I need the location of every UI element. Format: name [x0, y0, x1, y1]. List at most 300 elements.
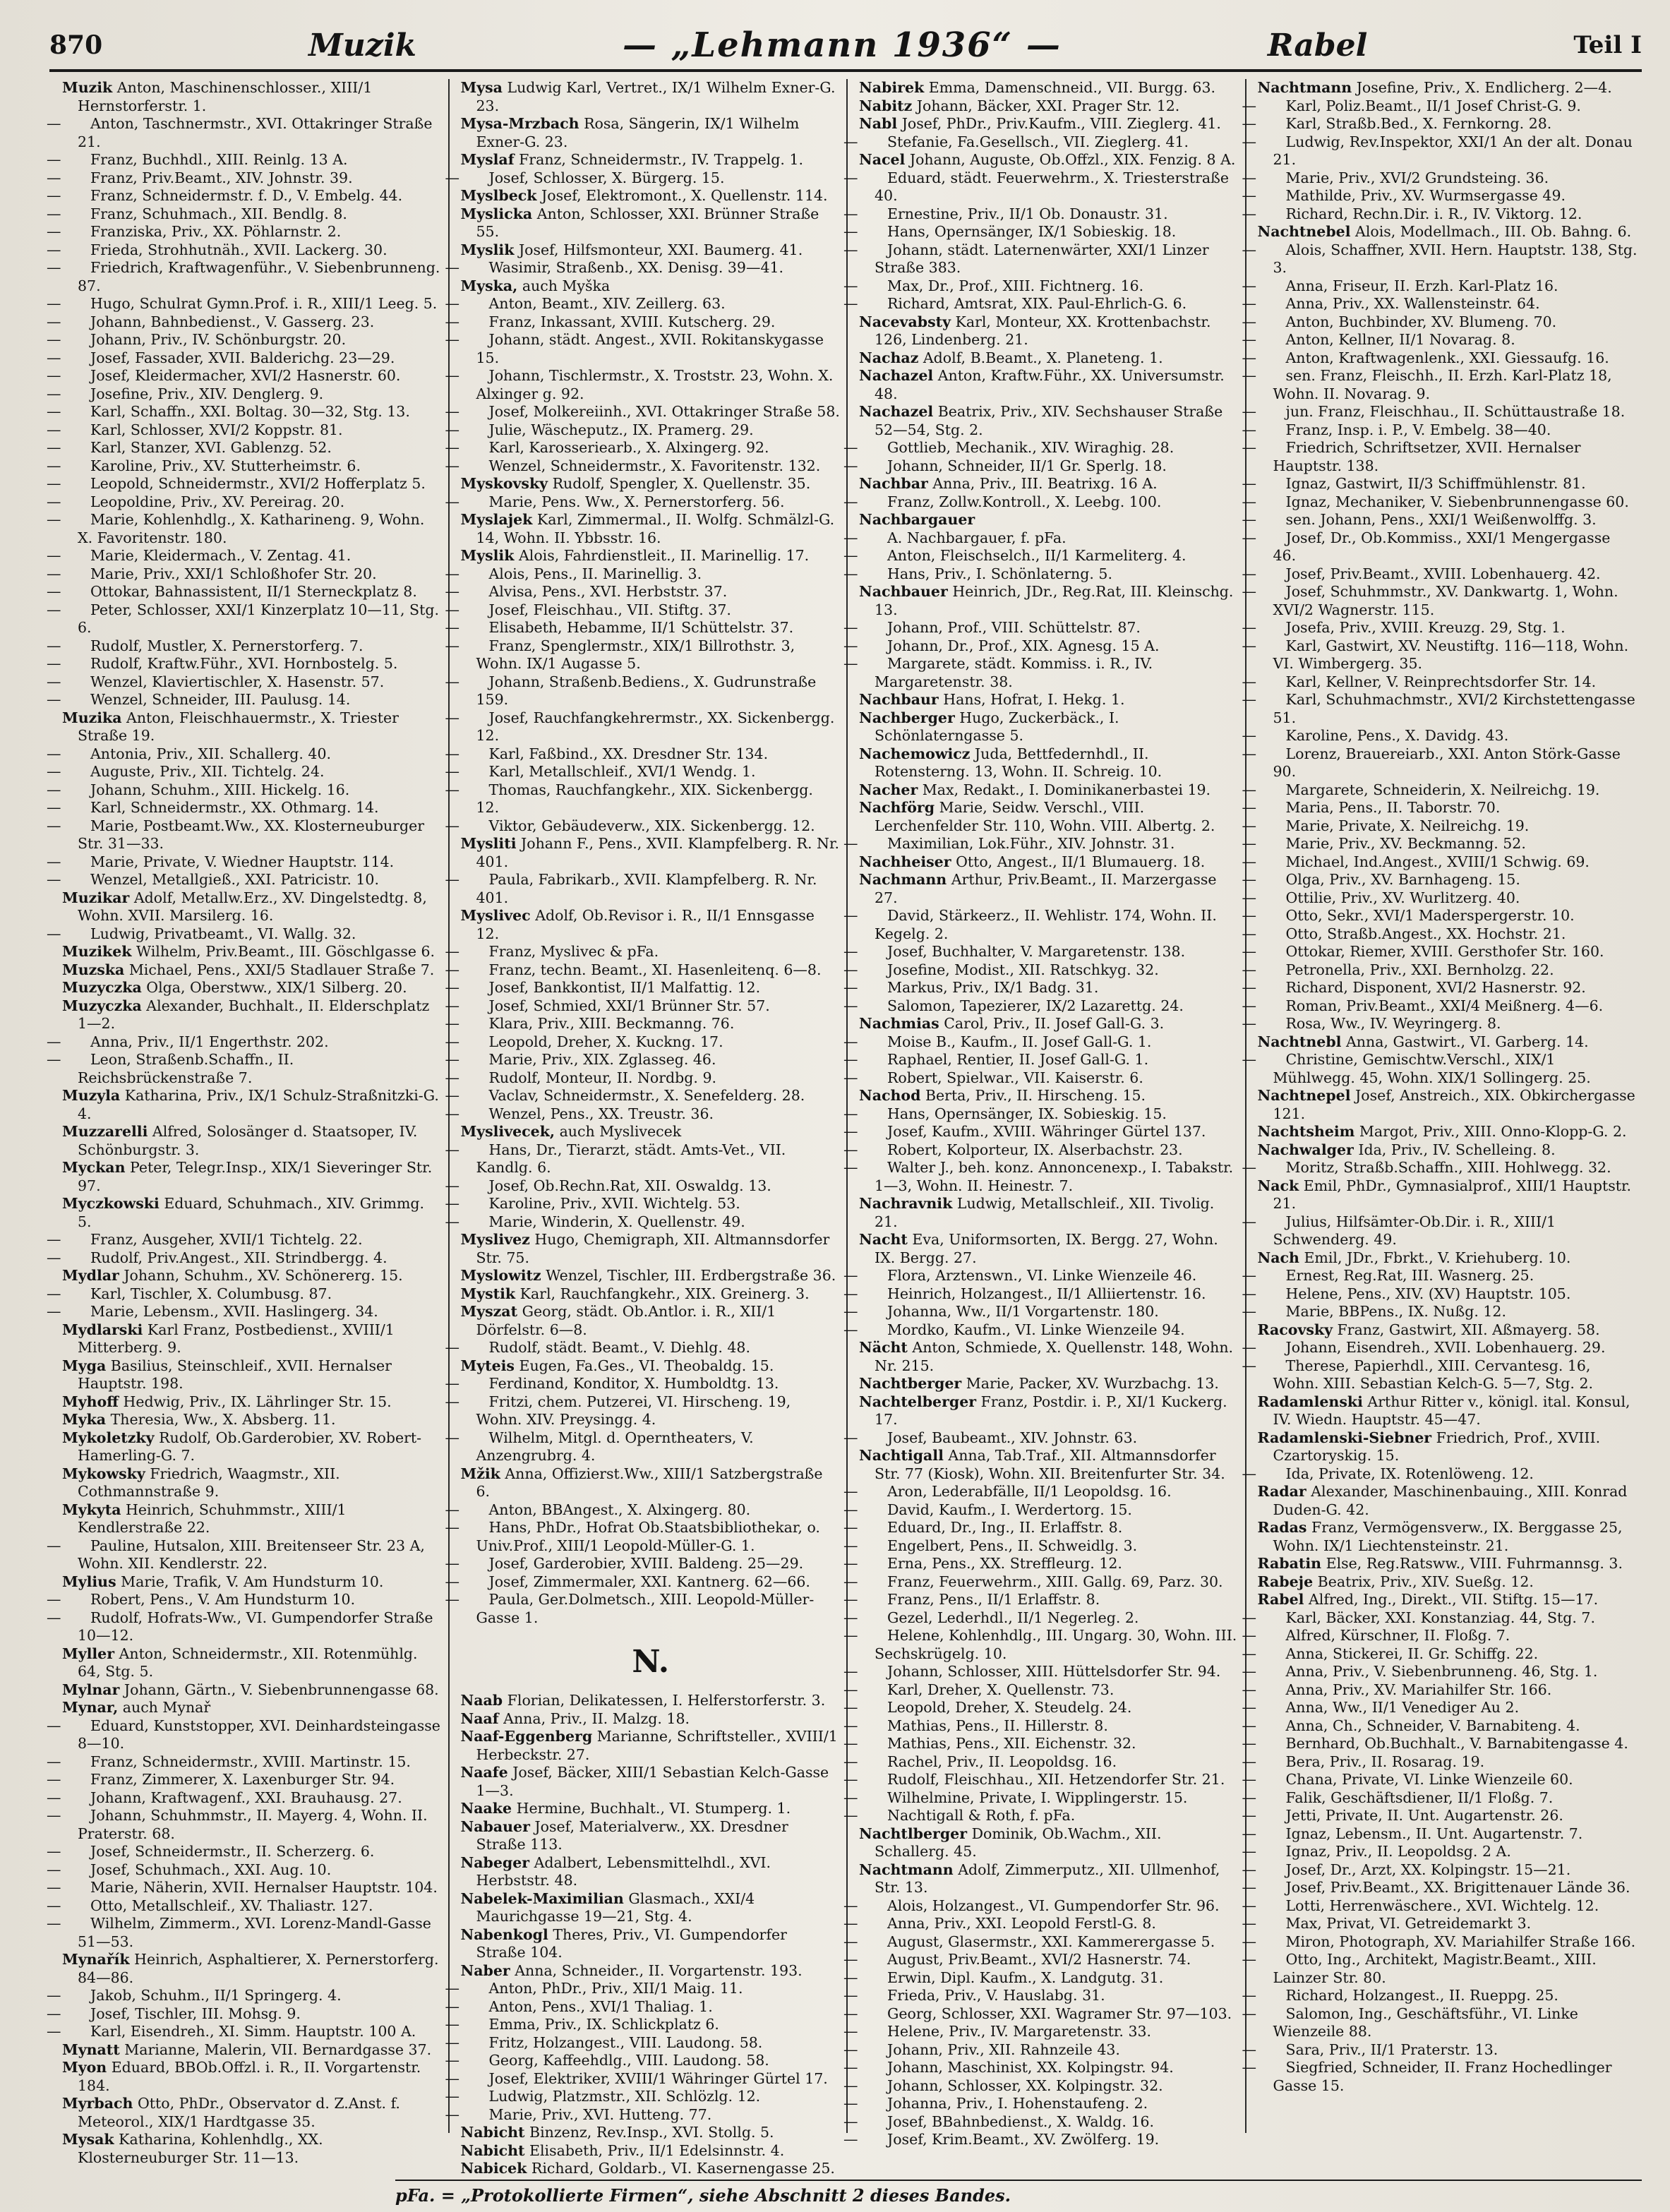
directory-entry [1258, 1123, 1638, 1141]
directory-entry [1242, 1213, 1638, 1249]
directory-entry [445, 367, 841, 403]
entry-details: Josef, Schmied, XXI/1 Brünner Str. 57. [488, 997, 770, 1014]
entry-details: Viktor, Gebäudeverw., XIX. Sickenbergg. 12. [488, 817, 815, 834]
directory-entry [1258, 1087, 1638, 1123]
entry-surname: Muzyczka [62, 997, 142, 1014]
directory-entry [461, 1800, 841, 1818]
entry-surname: Nachheiser [859, 853, 951, 870]
continuation-dash: — [445, 169, 459, 186]
directory-entry [1242, 277, 1638, 296]
directory-entry [461, 1818, 841, 1854]
entry-details: Marianne, Schriftsteller., XVIII/1 Herbeckstr. 27. [476, 1728, 838, 1763]
directory-entry [859, 1015, 1239, 1033]
directory-entry [1242, 889, 1638, 908]
directory-entry [843, 223, 1239, 241]
continuation-dash: — [445, 1213, 459, 1230]
entry-details: Hans, Hofrat, I. Hekg. 1. [943, 691, 1125, 708]
continuation-dash: — [843, 2112, 858, 2130]
directory-entry [859, 403, 1239, 439]
directory-entry [47, 403, 443, 421]
entry-details: Franz, Vermögensverw., IX. Berggasse 25, Wohn. IX/1 Liechtensteinstr. 21. [1273, 1519, 1623, 1554]
continuation-dash: — [445, 2088, 459, 2105]
directory-entry [1242, 439, 1638, 475]
directory-entry [1258, 1249, 1638, 1268]
directory-entry [843, 1159, 1239, 1195]
entry-details: Marie, Lebensm., XVII. Haslingerg. 34. [90, 1303, 378, 1320]
directory-entry [1242, 961, 1638, 980]
entry-details: Anton, Fleischselch., II/1 Karmeliterg. 4. [887, 547, 1187, 564]
entry-details: Rudolf, Monteur, II. Nordbg. 9. [488, 1069, 717, 1086]
directory-entry [62, 2095, 443, 2131]
entry-details: Ida, Priv., IV. Schelleing. 8. [1358, 1141, 1556, 1158]
entry-details: Anton, Schmiede, X. Quellenstr. 148, Wohn. Nr. 215. [875, 1339, 1234, 1374]
continuation-dash: — [843, 979, 858, 996]
continuation-dash: — [47, 115, 61, 132]
entry-details: Marie, Näherin, XVII. Hernalser Hauptstr. 104. [90, 1879, 438, 1896]
entry-details: Rudolf, Spengler, X. Quellenstr. 35. [552, 475, 811, 492]
continuation-dash: — [843, 1483, 858, 1500]
directory-entry [47, 331, 443, 349]
entry-details: Alois, Schaffner, XVII. Hern. Hauptstr. 138, Stg. 3. [1273, 241, 1638, 276]
entry-details: Rudolf, Mustler, X. Pernerstorferg. 7. [90, 637, 364, 654]
continuation-dash: — [445, 817, 459, 834]
continuation-dash: — [843, 2004, 858, 2022]
directory-entry [1242, 1915, 1638, 1933]
entry-details: Leopold, Schneidermstr., XVI/2 Hofferplatz 5. [90, 475, 426, 492]
directory-entry [461, 547, 841, 565]
entry-details: Carol, Priv., II. Josef Gall-G. 3. [944, 1015, 1165, 1032]
entry-details: Anna, Priv., II. Malzg. 18. [503, 1709, 690, 1727]
continuation-dash: — [843, 1141, 858, 1158]
entry-details: Otto, Sekr., XVI/1 Maderspergerstr. 10. [1285, 907, 1575, 924]
entry-details: Marie, Priv., XXI/1 Schloßhofer Str. 20. [90, 565, 377, 582]
directory-entry [1242, 817, 1638, 836]
entry-details: Eva, Uniformsorten, IX. Bergg. 27, Wohn. IX. Bergg. 27. [875, 1231, 1218, 1266]
entry-details: Helene, Kohlenhdlg., III. Ungarg. 30, Wohn. III. Sechskrügelg. 10. [875, 1627, 1237, 1662]
entry-details: Jetti, Private, II. Unt. Augartenstr. 26. [1285, 1807, 1563, 1824]
entry-details: Anna, Priv., II/1 Engerthstr. 202. [90, 1033, 329, 1050]
entry-details: Frieda, Strohhutnäh., XVII. Lackerg. 30. [90, 241, 388, 258]
entry-details: auch Myslivecek [559, 1123, 682, 1140]
directory-entry [859, 871, 1239, 907]
directory-entry [843, 1033, 1239, 1052]
entry-details: Josefine, Priv., XIV. Denglerg. 9. [90, 385, 324, 402]
continuation-dash: — [843, 655, 858, 672]
continuation-dash: — [843, 2095, 858, 2112]
continuation-dash: — [47, 1771, 61, 1788]
entry-surname: Rabeje [1257, 1573, 1314, 1590]
entry-surname: Nabelek-Maximilian [460, 1889, 624, 1907]
directory-entry [445, 1573, 841, 1592]
entry-details: Leopold, Dreher, X. Kuckng. 17. [488, 1033, 723, 1050]
entry-details: Anna, Priv., XXI. Leopold Ferstl-G. 8. [887, 1915, 1156, 1932]
entry-details: Helene, Pens., XIV. (XV) Hauptstr. 105. [1285, 1285, 1571, 1302]
continuation-dash: — [1242, 241, 1256, 258]
continuation-dash: — [1242, 997, 1256, 1014]
entry-surname: Myslivec [460, 907, 531, 924]
directory-entry [1242, 1159, 1638, 1177]
directory-entry [461, 1854, 841, 1890]
entry-surname: Nachtelberger [859, 1393, 977, 1410]
entry-details: Josef, Ob.Rechn.Rat, XII. Oswaldg. 13. [488, 1177, 771, 1194]
directory-entry [62, 1501, 443, 1537]
continuation-dash: — [47, 349, 61, 366]
continuation-dash: — [843, 619, 858, 636]
directory-entry [445, 1393, 841, 1429]
directory-entry [1258, 79, 1638, 97]
directory-entry [461, 1267, 841, 1285]
directory-entry [47, 1303, 443, 1321]
entry-surname: Myslajek [460, 511, 533, 528]
entry-details: Maximilian, Lok.Führ., XIV. Johnstr. 31. [887, 835, 1175, 852]
entry-details: Otto, Angest., II/1 Blumauerg. 18. [956, 853, 1206, 870]
directory-entry [1242, 1339, 1638, 1357]
directory-entry [62, 979, 443, 997]
continuation-dash: — [445, 295, 459, 312]
directory-entry [1242, 169, 1638, 188]
entry-details: Christine, Gemischtw.Verschl., XIX/1 Mühlwegg. 45, Wohn. XIX/1 Sollingerg. 25. [1273, 1051, 1591, 1086]
entry-details: Franz, Myslivec & pFa. [488, 943, 659, 960]
entry-surname: Nachazel [859, 367, 934, 384]
entry-details: Julius, Hilfsämter-Ob.Dir. i. R., XIII/1 Schwenderg. 49. [1273, 1213, 1556, 1248]
entry-surname: Nachbar [859, 475, 928, 492]
directory-entry [1242, 475, 1638, 493]
directory-entry [461, 277, 841, 296]
entry-details: Johann, Schneider, II/1 Gr. Sperlg. 18. [887, 457, 1167, 474]
continuation-dash: — [843, 223, 858, 240]
entry-details: Anna, Tab.Traf., XII. Altmannsdorfer Str. 77 (Kiosk), Wohn. XII. Breitenfurter Str. 34. [875, 1447, 1225, 1482]
directory-entry [1242, 403, 1638, 421]
entry-details: Josefine, Priv., X. Endlicherg. 2—4. [1356, 79, 1612, 96]
directory-entry [843, 1735, 1239, 1753]
directory-entry [859, 1375, 1239, 1393]
directory-entry [445, 1105, 841, 1124]
directory-entry [843, 1681, 1239, 1700]
entry-details: Johann, städt. Laternenwärter, XXI/1 Linzer Straße 383. [875, 241, 1209, 276]
entry-surname: Myslik [460, 241, 515, 258]
entry-details: Karl, Straßb.Bed., X. Fernkorng. 28. [1285, 115, 1552, 132]
continuation-dash: — [1242, 1015, 1256, 1032]
entry-details: Stefanie, Fa.Gesellsch., VII. Zieglerg. 41. [887, 133, 1189, 150]
entry-details: Josef, Buchhalter, V. Margaretenstr. 138. [887, 943, 1186, 960]
entry-details: Marie, Private, X. Neilreichg. 19. [1285, 817, 1530, 834]
continuation-dash: — [843, 1681, 858, 1698]
entry-details: Wenzel, Pens., XX. Treustr. 36. [488, 1105, 714, 1122]
entry-details: Hedwig, Priv., IX. Lährlinger Str. 15. [123, 1393, 392, 1410]
entry-details: Josef, Anstreich., XIX. Obkirchergasse 121. [1273, 1087, 1635, 1122]
continuation-dash: — [47, 421, 61, 438]
continuation-dash: — [1242, 1285, 1256, 1302]
directory-entry [445, 817, 841, 836]
entry-details: Adalbert, Lebensmittelhdl., XVI. Herbststr. 48. [476, 1853, 771, 1889]
entry-details: Fritz, Holzangest., VIII. Laudong. 58. [488, 2033, 763, 2051]
entry-details: Karl Franz, Postbedienst., XVIII/1 Mitterberg. 9. [78, 1321, 395, 1356]
entry-details: Katharina, Kohlenhdlg., XX. Klosterneuburger Str. 11—13. [78, 2131, 323, 2166]
continuation-dash: — [1242, 1933, 1256, 1950]
entry-details: Marie, Pens. Ww., X. Pernerstorferg. 56. [488, 493, 785, 510]
entry-details: Hans, Opernsänger, IX/1 Sobieskig. 18. [887, 223, 1177, 240]
directory-entry [47, 1033, 443, 1052]
continuation-dash: — [445, 583, 459, 600]
continuation-dash: — [1242, 2040, 1256, 2058]
entry-details: Josef, Schneidermstr., II. Scherzerg. 6. [90, 1843, 375, 1860]
directory-entry [843, 2076, 1239, 2096]
continuation-dash: — [1242, 421, 1256, 438]
directory-entry [843, 1483, 1239, 1501]
continuation-dash: — [1242, 277, 1256, 294]
directory-entry [859, 583, 1239, 619]
entry-details: Josef, Priv.Beamt., XX. Brigittenauer Lände 36. [1285, 1879, 1630, 1896]
entry-details: Anton, BBAngest., X. Alxingerg. 80. [488, 1501, 751, 1518]
entry-details: Salomon, Tapezierer, IX/2 Lazarettg. 24. [887, 997, 1184, 1014]
columns-container [47, 79, 1643, 2177]
entry-details: Hans, Opernsänger, IX. Sobieskig. 15. [887, 1105, 1167, 1122]
entry-details: Rudolf, Hofrats-Ww., VI. Gumpendorfer Straße 10—12. [78, 1609, 433, 1644]
directory-entry [1242, 1681, 1638, 1700]
entry-details: Karl, Poliz.Beamt., II/1 Josef Christ-G. 9. [1285, 97, 1581, 114]
entry-surname: Rabel [1257, 1591, 1304, 1608]
directory-entry [445, 439, 841, 457]
directory-entry [47, 1591, 443, 1609]
directory-entry [461, 1303, 841, 1339]
directory-entry [1258, 1591, 1638, 1609]
entry-details: Wasimir, Straßenb., XX. Denisg. 39—41. [488, 259, 784, 276]
continuation-dash: — [843, 457, 858, 474]
continuation-dash: — [843, 1897, 858, 1914]
entry-details: Ottokar, Bahnassistent, II/1 Sterneckplatz 8. [90, 583, 417, 600]
entry-details: Anton, Beamt., XIV. Zeillerg. 63. [488, 295, 726, 312]
continuation-dash: — [445, 1015, 459, 1032]
entry-surname: Myslik [460, 547, 515, 564]
entry-details: Marie, Kleidermach., V. Zentag. 41. [90, 547, 352, 564]
directory-entry [47, 799, 443, 817]
directory-entry [1258, 1321, 1638, 1340]
entry-surname: Radamlenski [1257, 1393, 1363, 1410]
directory-entry [461, 1692, 841, 1710]
continuation-dash: — [445, 1033, 459, 1050]
entry-details: Sara, Priv., II/1 Praterstr. 13. [1285, 2040, 1498, 2058]
continuation-dash: — [445, 2016, 459, 2033]
directory-entry [1242, 1645, 1638, 1664]
entry-details: Anton, Kraftw.Führ., XX. Universumstr. 48. [875, 367, 1225, 402]
continuation-dash: — [445, 2105, 459, 2123]
directory-entry [843, 1303, 1239, 1321]
directory-entry [461, 1123, 841, 1141]
directory-entry [62, 1393, 443, 1412]
entry-details: Alexander, Buchhalt., II. Elderschplatz 1—2. [78, 997, 430, 1032]
continuation-dash: — [843, 1789, 858, 1806]
column-2 [445, 79, 848, 2177]
directory-entry [859, 313, 1239, 349]
directory-entry [461, 1962, 841, 1980]
entry-details: Karl, Monteur, XX. Krottenbachstr. 126, Lindenberg. 21. [875, 313, 1211, 348]
continuation-dash: — [445, 997, 459, 1014]
entry-details: Karl, Tischler, X. Columbusg. 87. [90, 1285, 332, 1302]
continuation-dash: — [1242, 331, 1256, 348]
directory-entry [1242, 727, 1638, 745]
directory-entry [1242, 1789, 1638, 1808]
continuation-dash: — [843, 1609, 858, 1626]
directory-entry [461, 2142, 841, 2160]
directory-entry [62, 1195, 443, 1231]
continuation-dash: — [1242, 1303, 1256, 1320]
continuation-dash: — [1242, 619, 1256, 636]
entry-details: Emil, JDr., Fbrkt., V. Kriehuberg. 10. [1304, 1249, 1571, 1266]
continuation-dash: — [843, 1663, 858, 1680]
continuation-dash: — [47, 1843, 61, 1860]
entry-details: Karl, Schuhmachmstr., XVI/2 Kirchstettengasse 51. [1273, 691, 1635, 726]
directory-entry [62, 1411, 443, 1429]
continuation-dash: — [843, 565, 858, 582]
directory-entry [843, 979, 1239, 997]
entry-details: Ludwig, Platzmstr., XII. Schlözlg. 12. [488, 2088, 761, 2105]
entry-surname: Myslivez [460, 1231, 530, 1248]
directory-entry [445, 745, 841, 764]
entry-details: Alois, Modellmach., III. Ob. Bahng. 6. [1355, 223, 1632, 240]
entry-details: Marie, Private, V. Wiedner Hauptstr. 114. [90, 853, 395, 870]
directory-entry [445, 997, 841, 1016]
continuation-dash: — [843, 529, 858, 546]
entry-details: Karl, Eisendreh., XI. Simm. Hauptstr. 100 A. [90, 2023, 416, 2040]
directory-entry [445, 601, 841, 620]
entry-details: Richard, Amtsrat, XIX. Paul-Ehrlich-G. 6. [887, 295, 1187, 312]
entry-surname: Nachtlberger [859, 1825, 968, 1842]
directory-entry [47, 367, 443, 385]
entry-details: Eduard, Dr., Ing., II. Erlaffstr. 8. [887, 1519, 1123, 1536]
directory-entry [859, 97, 1239, 116]
continuation-dash: — [445, 2033, 459, 2051]
entry-surname: Mykyta [62, 1501, 121, 1518]
entry-surname: Nacevabsty [859, 313, 951, 330]
directory-entry [47, 223, 443, 241]
entry-details: Josef, Priv.Beamt., XVIII. Lobenhauerg. 42. [1285, 565, 1601, 582]
entry-details: Josefa, Priv., XVIII. Kreuzg. 29, Stg. 1. [1285, 619, 1566, 636]
continuation-dash: — [47, 457, 61, 474]
continuation-dash: — [1242, 673, 1256, 690]
continuation-dash: — [1242, 1717, 1256, 1734]
entry-surname: Muzyczka [62, 979, 142, 996]
directory-entry [445, 1980, 841, 1998]
directory-entry [47, 295, 443, 313]
entry-details: Adolf, Ob.Revisor i. R., II/1 Ennsgasse 12. [476, 907, 815, 942]
entry-details: Anna, Schneider., II. Vorgartenstr. 193. [515, 1961, 803, 1979]
continuation-dash: — [843, 1069, 858, 1086]
continuation-dash: — [445, 745, 459, 762]
continuation-dash: — [445, 367, 459, 384]
directory-entry [445, 763, 841, 781]
directory-entry [62, 1357, 443, 1393]
directory-entry [1242, 2040, 1638, 2060]
entry-details: Anton, Taschnermstr., XVI. Ottakringer Straße 21. [78, 115, 433, 150]
entry-surname: Nachtmann [1257, 79, 1352, 96]
entry-details: Josef, Tischler, III. Mohsg. 9. [90, 2004, 301, 2022]
entry-details: Paula, Ger.Dolmetsch., XIII. Leopold-Müller-Gasse 1. [476, 1591, 815, 1626]
entry-details: Anna, Gastwirt., VI. Garberg. 14. [1345, 1033, 1589, 1050]
directory-entry [47, 601, 443, 637]
directory-entry [47, 691, 443, 709]
directory-entry [1242, 1699, 1638, 1717]
entry-details: Ida, Private, IX. Rotenlöweng. 12. [1285, 1465, 1534, 1482]
directory-entry [47, 349, 443, 368]
continuation-dash: — [1242, 889, 1256, 906]
entry-details: Josef, Schlosser, X. Bürgerg. 15. [488, 169, 725, 186]
entry-details: Rudolf, Priv.Angest., XII. Strindbergg. 4. [90, 1249, 388, 1266]
continuation-dash: — [47, 331, 61, 348]
directory-entry [445, 673, 841, 709]
entry-details: Max, Dr., Prof., XIII. Fichtnerg. 16. [887, 277, 1144, 294]
directory-entry [1242, 97, 1638, 116]
entry-details: Robert, Kolporteur, IX. Alserbachstr. 23. [887, 1141, 1183, 1158]
entry-surname: Nacel [859, 151, 906, 168]
directory-entry [1242, 745, 1638, 781]
directory-entry [445, 2105, 841, 2124]
directory-entry [1242, 205, 1638, 224]
directory-entry [47, 1249, 443, 1268]
directory-entry [62, 2131, 443, 2167]
directory-entry [843, 2004, 1239, 2024]
entry-details: Alexander, Maschinenbauing., XIII. Konrad Duden-G. 42. [1273, 1483, 1628, 1518]
entry-details: Otto, Metallschleif., XV. Thaliastr. 127. [90, 1897, 373, 1914]
directory-entry [843, 2023, 1239, 2041]
entry-details: Josef, Elektromont., X. Quellenstr. 114. [541, 187, 828, 204]
entry-surname: Myrbach [62, 2095, 133, 2112]
entry-surname: Nachtberger [859, 1375, 962, 1392]
entry-details: Roman, Priv.Beamt., XXI/4 Meißnerg. 4—6. [1285, 997, 1604, 1014]
directory-entry [47, 1843, 443, 1861]
continuation-dash: — [1242, 115, 1256, 132]
continuation-dash: — [1242, 1915, 1256, 1932]
directory-entry [461, 1728, 841, 1764]
directory-entry [1242, 1051, 1638, 1087]
directory-entry [843, 241, 1239, 277]
directory-entry [1242, 637, 1638, 673]
directory-entry [445, 1195, 841, 1213]
continuation-dash: — [445, 1591, 459, 1608]
entry-details: Marie, Priv., XIX. Zglasseg. 46. [488, 1051, 716, 1068]
continuation-dash: — [47, 151, 61, 168]
continuation-dash: — [445, 565, 459, 582]
entry-details: Mathilde, Priv., XV. Wurmsergasse 49. [1285, 187, 1566, 204]
entry-details: Olga, Priv., XV. Barnhageng. 15. [1285, 871, 1520, 888]
directory-entry [445, 2016, 841, 2034]
directory-entry [62, 1087, 443, 1123]
directory-entry [1242, 1879, 1638, 1897]
continuation-dash: — [843, 1303, 858, 1320]
entry-details: Anton, Pens., XVI/1 Thaliag. 1. [488, 1997, 713, 2015]
directory-entry [445, 295, 841, 313]
continuation-dash: — [445, 439, 459, 456]
entry-details: Johann, Auguste, Ob.Offzl., XIX. Fenzig. 8 A. [909, 151, 1236, 168]
entry-details: Max, Privat, VI. Getreidemarkt 3. [1285, 1915, 1532, 1932]
directory-entry [1242, 1753, 1638, 1772]
continuation-dash: — [1242, 1825, 1256, 1842]
entry-surname: Myga [62, 1357, 107, 1374]
directory-entry [1242, 853, 1638, 872]
continuation-dash: — [1242, 853, 1256, 870]
directory-entry [445, 961, 841, 980]
entry-details: Johann, Bahnbedienst., V. Gasserg. 23. [90, 313, 375, 330]
directory-entry [62, 1645, 443, 1681]
continuation-dash: — [843, 1968, 858, 1986]
continuation-dash: — [47, 1591, 61, 1608]
directory-entry [47, 925, 443, 944]
directory-entry [47, 1879, 443, 1897]
entry-details: Alois, Holzangest., VI. Gumpendorfer Str. 96. [887, 1897, 1220, 1914]
continuation-dash: — [47, 1789, 61, 1806]
entry-surname: Mynatt [62, 2040, 120, 2058]
entry-details: Engelbert, Pens., II. Schweidlg. 3. [887, 1537, 1138, 1554]
entry-details: Johann, Prof., VIII. Schüttelstr. 87. [887, 619, 1141, 636]
